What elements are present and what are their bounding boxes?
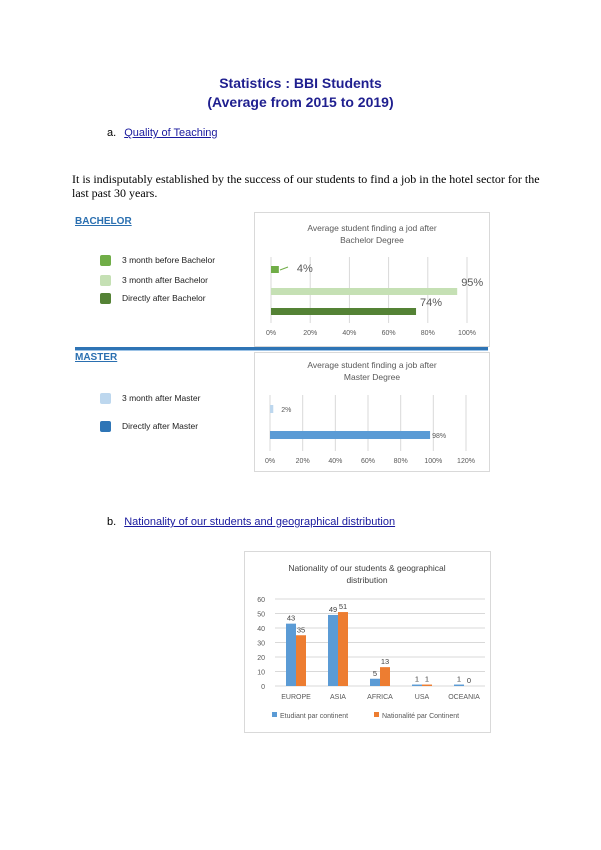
- section-a-letter: a.: [107, 127, 117, 139]
- tick-label: 0: [261, 684, 265, 691]
- tick-label: 20%: [295, 458, 310, 465]
- master-chart: [254, 352, 490, 472]
- page-subtitle: (Average from 2015 to 2019): [207, 94, 394, 110]
- tick-label: 20: [257, 655, 265, 662]
- divider-line-light: [75, 350, 488, 351]
- chart-title: Master Degree: [343, 372, 401, 382]
- bar: [271, 266, 279, 273]
- tick-label: 40%: [342, 330, 357, 337]
- tick-label: 20%: [303, 330, 318, 337]
- tick-label: 60%: [360, 458, 376, 465]
- nationality-chart: [244, 551, 491, 733]
- tick-label: 100%: [458, 330, 476, 337]
- tick-label: 80%: [420, 330, 435, 337]
- data-label: 43: [286, 613, 296, 623]
- bar: [286, 624, 296, 686]
- tick-label: 50: [257, 611, 265, 619]
- section-a-title-link[interactable]: Quality of Teaching: [124, 127, 218, 139]
- bar: [328, 615, 338, 686]
- data-label: 95%: [461, 277, 484, 289]
- tick-label: 40: [257, 626, 265, 633]
- bar: [296, 635, 306, 686]
- data-label: 49: [328, 604, 338, 614]
- bachelor-chart-svg: [255, 213, 489, 346]
- legend-label: 3 month after Master: [122, 393, 201, 403]
- category-label: AFRICA: [367, 694, 393, 701]
- legend-swatch: [100, 293, 111, 304]
- section-b-heading: [107, 516, 395, 528]
- category-label: EUROPE: [281, 694, 311, 701]
- data-label: 4%: [296, 263, 313, 275]
- page-title: Statistics : BBI Students: [219, 75, 382, 91]
- data-label: 13: [380, 657, 390, 667]
- legend-swatch: [100, 275, 111, 286]
- tick-label: 0%: [264, 458, 276, 465]
- legend-swatch: [272, 712, 277, 717]
- data-label: 35: [296, 625, 306, 635]
- tick-label: 60: [257, 597, 265, 604]
- bachelor-chart: [254, 212, 490, 347]
- master-label: MASTER: [75, 352, 118, 363]
- tick-label: 40%: [328, 458, 343, 465]
- bar: [270, 431, 430, 439]
- bar: [270, 405, 273, 413]
- legend-label: Etudiant par continent: [280, 713, 349, 720]
- master-chart-svg: [255, 353, 489, 471]
- bar: [380, 667, 390, 686]
- data-label: 51: [338, 602, 348, 612]
- tick-label: 120%: [457, 458, 475, 465]
- chart-title: Nationality of our students & geographical: [288, 563, 446, 573]
- chart-title: distribution: [346, 575, 388, 585]
- tick-label: 0%: [265, 330, 277, 337]
- category-label: OCEANIA: [448, 694, 480, 701]
- data-label: 5: [372, 668, 378, 678]
- legend-label: 3 month after Bachelor: [122, 275, 208, 285]
- category-label: USA: [414, 694, 430, 701]
- legend-swatch: [374, 712, 379, 717]
- section-a-heading: [107, 127, 218, 139]
- legend-label: Nationalité par Continent: [382, 713, 460, 720]
- category-label: ASIA: [330, 694, 346, 701]
- intro-paragraph: It is indisputably established by the success of our students to find a job in the hotel sector for the last past 30 years.: [72, 172, 540, 200]
- data-label: 74%: [420, 297, 443, 309]
- chart-title: Bachelor Degree: [340, 235, 404, 245]
- bar: [338, 612, 348, 686]
- bar: [271, 308, 416, 315]
- section-b-letter: b.: [107, 516, 117, 528]
- legend-label: Directly after Bachelor: [122, 293, 206, 303]
- tick-label: 10: [257, 669, 265, 677]
- bar: [422, 685, 432, 686]
- bar: [412, 685, 422, 686]
- legend-swatch: [100, 255, 111, 266]
- data-label: 1: [456, 674, 462, 684]
- bachelor-label: BACHELOR: [75, 216, 132, 227]
- chart-title: Average student finding a job after: [307, 360, 437, 370]
- data-label: 1: [414, 674, 420, 684]
- legend-label: Directly after Master: [122, 421, 199, 431]
- bar: [271, 288, 457, 295]
- tick-label: 80%: [393, 458, 408, 465]
- nationality-chart-svg: [245, 552, 490, 732]
- data-label: 0: [466, 676, 472, 685]
- label-leader-line: [280, 267, 288, 270]
- bar: [454, 685, 464, 686]
- legend-swatch: [100, 421, 111, 432]
- tick-label: 60%: [381, 330, 396, 337]
- tick-label: 100%: [424, 458, 443, 465]
- data-label: 98%: [432, 433, 447, 440]
- chart-title: Average student finding a jod after: [307, 223, 437, 233]
- bar: [370, 679, 380, 686]
- section-b-title-link[interactable]: Nationality of our students and geographical distribution: [124, 516, 396, 528]
- data-label: 2%: [281, 407, 292, 414]
- data-label: 1: [424, 674, 430, 684]
- tick-label: 30: [257, 640, 265, 648]
- legend-swatch: [100, 393, 111, 404]
- legend-label: 3 month before Bachelor: [122, 255, 216, 265]
